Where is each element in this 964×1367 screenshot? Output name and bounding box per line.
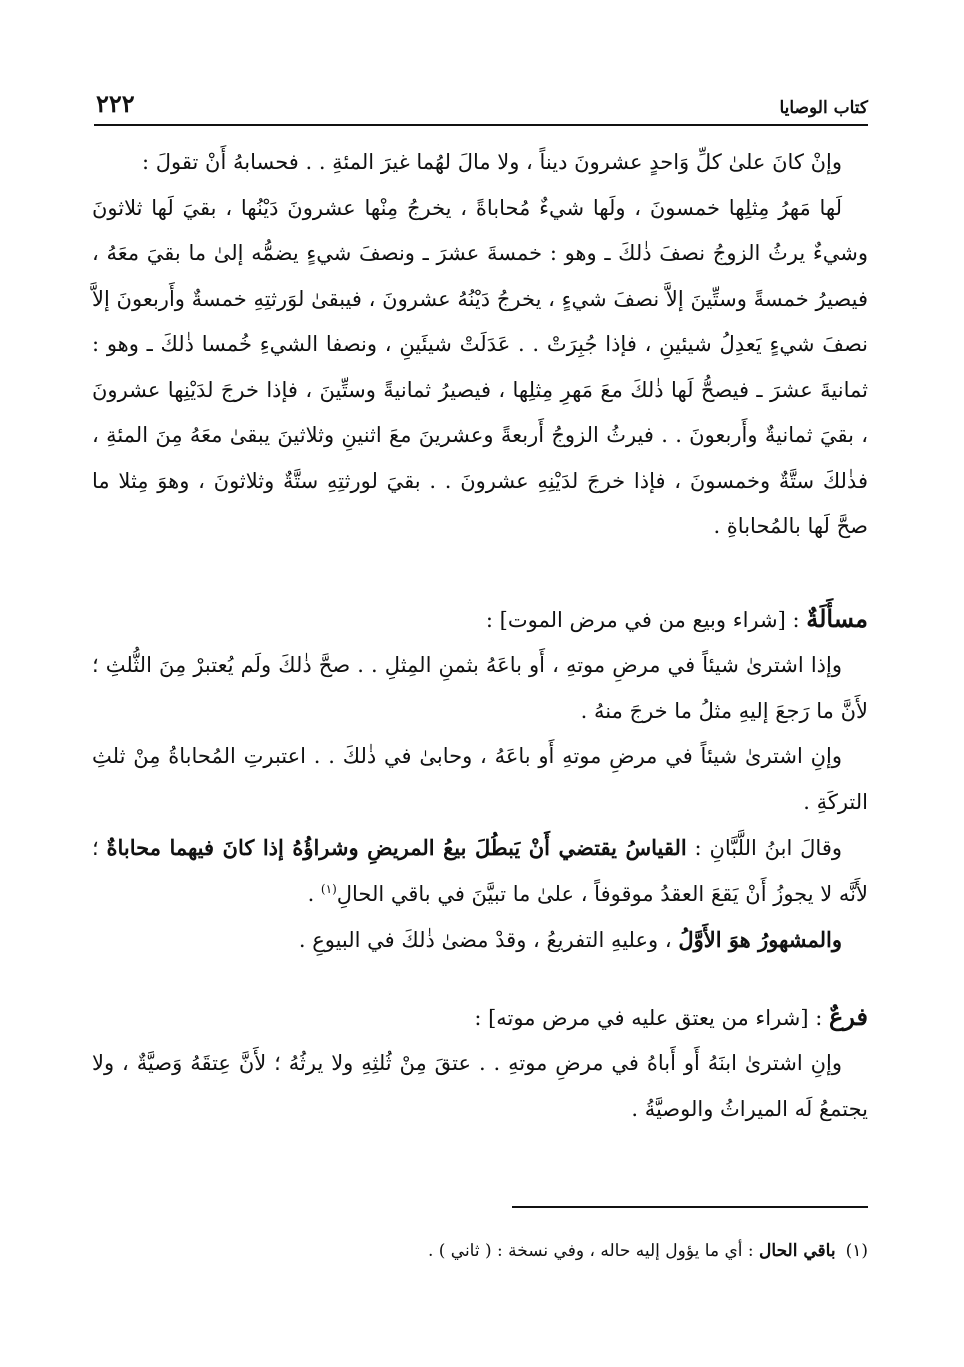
ibn-labban-quote: القياسُ يقتضي أَنْ يَبطُلَ بيعُ المريضِ وشراؤُهُ إذا كانَ فيهما محاباةٌ [106, 835, 687, 860]
far-heading-word: فرعٌ [828, 1001, 868, 1031]
header-rule [94, 124, 868, 126]
body-text [92, 140, 868, 1132]
section-gap [92, 550, 868, 596]
paragraph-calculation-text: لَها مَهرُ مِثلِها خمسونَ ، ولَها شيءٌ مُحاباةً ، يخرجُ مِنْها عشرونَ دَيْنُها ، بقيَ لَها ثلاثونَ وشيءٌ يرثُ الزوجُ نصفَ ذٰلكَ ـ وهو : خمسةَ عشرَ ـ ونصفَ شيءٍ يضمُّه إلىٰ ما بقيَ معَهُ ، فيصيرُ خمسةً وستِّينَ إلاَّ نصفَ شيءٍ ، يخرجُ دَيْنُهُ عشرونَ ، فيبقىٰ لوَرثتِهِ خمسةٌ وأَربعونَ إلاَّ نصفَ شيءٍ يَعدِلُ شيئينِ ، فإذا جُبِرَتْ . . عَدَلَتْ شيئَينِ ، ونصفا الشيءِ خُمسا ذٰلكَ ـ وهو : ثمانيةَ عشرَ ـ فيصحُّ لَها ذٰلكَ معَ مَهرِ مِثلِها ، فيصيرُ ثمانيةً وستِّينَ ، فإذا خرجَ لدَيْنِها عشرونَ ، بقيَ ثمانيةٌ وأَربعونَ . . فيرثُ الزوجُ أَربعةً وعشرينَ معَ اثنينِ وثلاثينَ يبقىٰ معَهُ مِنَ المئةِ ، فذٰلكَ ستَّةٌ وخمسونَ ، فإذا خرجَ لدَيْنِهِ عشرونَ . . بقيَ لورثتِهِ ستَّةٌ وثلاثونَ ، وهوَ مِثلا ما صحَّ لَها بالمُحاباةِ . [92, 195, 868, 538]
footnote-term: باقي الحال [759, 1241, 836, 1261]
page-number: ٢٢٢ [96, 89, 135, 118]
masala-heading [92, 596, 868, 644]
paragraph-purchase-text: وإذا اشترىٰ شيئاً في مرضِ موتهِ ، أَو باعَهُ بثمنِ المِثلِ . . صحَّ ذٰلكَ ولَم يُعتبرْ مِنَ الثُّلثِ ؛ لأَنَّ ما رَجعَ إليهِ مثلُ ما خرجَ منهُ . [92, 653, 868, 723]
paragraph-relative-purchase [92, 1041, 868, 1132]
masala-heading-title: : [شراء وبيع من في مرض الموت] : [485, 607, 807, 632]
masala-heading-word: مسأَلَةٌ [806, 603, 868, 633]
ibn-labban-reason: ؛ لأَنَّه لا يجوزُ أَنْ يَقعَ العقدُ موقوفاً ، علىٰ ما تبيَّنَ في باقي الحالِ [92, 836, 868, 906]
section-gap [92, 964, 868, 994]
footnote-text: : أي ما يؤول إليه حاله ، وفي نسخة : ( ثاني ) . [427, 1241, 760, 1261]
paragraph-ibn-labban [92, 825, 868, 917]
footnote-rule [512, 1206, 868, 1208]
footnote-number: (١) [845, 1241, 868, 1261]
ibn-labban-end: . [307, 881, 321, 906]
paragraph-favoritism-text: وإنِ اشترىٰ شيئاً في مرضِ موتهِ أَو باعَهُ ، وحابىٰ في ذٰلكَ . . اعتبرتِ المُحاباةُ مِنْ ثلثِ التركَةِ . [92, 744, 868, 814]
book-title: كتاب الوصايا [779, 98, 868, 118]
paragraph-intro [92, 140, 868, 186]
far-heading [92, 994, 868, 1042]
far-heading-title: : [شراء من يعتق عليه في مرض موته] : [474, 1005, 829, 1030]
paragraph-purchase [92, 643, 868, 734]
footnote [96, 1236, 868, 1266]
footnote-marker[interactable]: (١) [320, 881, 337, 896]
paragraph-calculation [92, 186, 868, 550]
ibn-labban-intro: وقالَ ابنُ اللَّبَّانِ : [686, 836, 843, 860]
well-known-phrase: والمشهورُ هوَ الأَوَّلُ [678, 927, 842, 952]
paragraph-well-known [92, 917, 868, 964]
well-known-rest: ، وعليهِ التفريعُ ، وقدْ مضىٰ ذٰلكَ في البيوعِ . [298, 928, 679, 952]
paragraph-intro-text: وإنْ كانَ علىٰ كلِّ وَاحدٍ عشرونَ ديناً ، ولا مالَ لهُما غيرَ المئةِ . . فحسابهُ أَنْ تقولَ : [142, 150, 842, 174]
paragraph-relative-purchase-text: وإنِ اشترىٰ ابنَهُ أَو أَباهُ في مرضِ موتهِ . . عتقَ مِنْ ثُلثِهِ ولا يرثُهُ ؛ لأَنَّ عِتقَهُ وَصيَّةٌ ، ولا يجتمعُ لَه الميراثُ والوصيَّةُ . [92, 1051, 868, 1121]
running-header [96, 88, 868, 118]
paragraph-favoritism [92, 734, 868, 825]
